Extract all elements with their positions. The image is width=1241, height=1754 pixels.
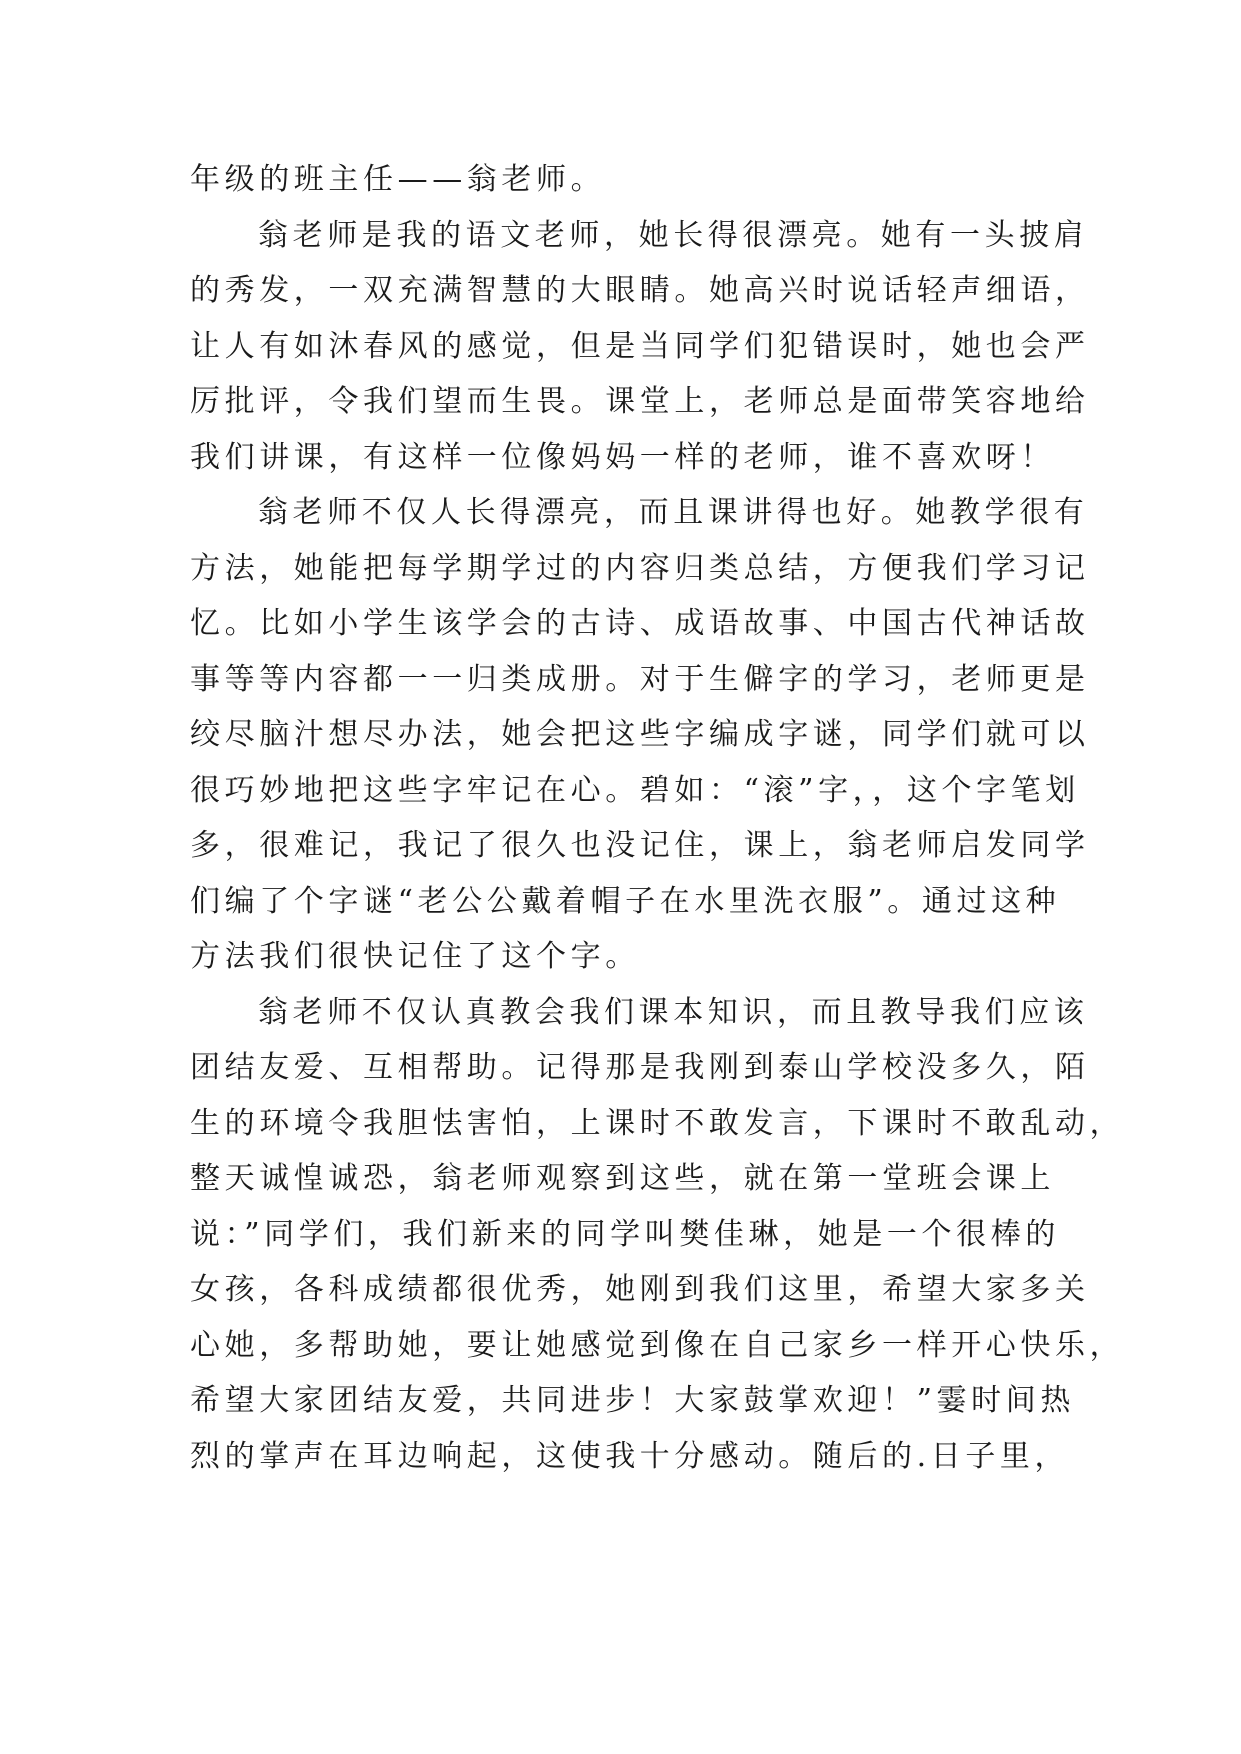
text-line: 烈的掌声在耳边响起，这使我十分感动。随后的.日子里， bbox=[190, 1438, 1070, 1474]
text-line: 方法，她能把每学期学过的内容归类总结，方便我们学习记 bbox=[190, 550, 1090, 586]
text-line: 方法我们很快记住了这个字。 bbox=[190, 939, 640, 974]
text-line: 年级的班主任——翁老师。 bbox=[190, 162, 606, 197]
text-line: 心她，多帮助她，要让她感觉到像在自己家乡一样开心快乐， bbox=[190, 1327, 1125, 1363]
text-line: 翁老师不仅人长得漂亮，而且课讲得也好。她教学很有 bbox=[258, 495, 1089, 530]
text-line: 说：”同学们，我们新来的同学叫樊佳琳，她是一个很棒的 bbox=[190, 1216, 1060, 1252]
text-line: 女孩，各科成绩都很优秀，她刚到我们这里，希望大家多关 bbox=[190, 1272, 1090, 1307]
text-line: 的秀发，一双充满智慧的大眼睛。她高兴时说话轻声细语， bbox=[190, 273, 1090, 308]
text-line: 团结友爱、互相帮助。记得那是我刚到泰山学校没多久，陌 bbox=[190, 1050, 1090, 1085]
text-line: 们编了个字谜“老公公戴着帽子在水里洗衣服”。通过这种 bbox=[190, 883, 1061, 919]
text-line: 多，很难记，我记了很久也没记住，课上，翁老师启发同学 bbox=[190, 828, 1090, 863]
text-line: 忆。比如小学生该学会的古诗、成语故事、中国古代神话故 bbox=[190, 606, 1090, 641]
text-line: 绞尽脑汁想尽办法，她会把这些字编成字谜，同学们就可以 bbox=[190, 717, 1090, 752]
text-line: 很巧妙地把这些字牢记在心。碧如：“滚”字，，这个字笔划 bbox=[190, 772, 1080, 808]
text-line: 整天诚惶诚恐，翁老师观察到这些，就在第一堂班会课上 bbox=[190, 1161, 1055, 1196]
text-line: 厉批评，令我们望而生畏。课堂上，老师总是面带笑容地给 bbox=[190, 384, 1090, 419]
text-line: 生的环境令我胆怯害怕，上课时不敢发言，下课时不敢乱动， bbox=[190, 1105, 1125, 1141]
text-line: 翁老师是我的语文老师，她长得很漂亮。她有一头披肩 bbox=[258, 217, 1089, 253]
text-line: 我们讲课，有这样一位像妈妈一样的老师，谁不喜欢呀！ bbox=[190, 439, 1055, 475]
text-line: 翁老师不仅认真教会我们课本知识，而且教导我们应该 bbox=[258, 994, 1089, 1030]
document-body bbox=[190, 152, 1125, 1484]
text-line: 希望大家团结友爱，共同进步！大家鼓掌欢迎！”霎时间热 bbox=[190, 1383, 1075, 1418]
text-line: 事等等内容都一一归类成册。对于生僻字的学习，老师更是 bbox=[190, 661, 1090, 697]
text-line: 让人有如沐春风的感觉，但是当同学们犯错误时，她也会严 bbox=[190, 328, 1090, 364]
